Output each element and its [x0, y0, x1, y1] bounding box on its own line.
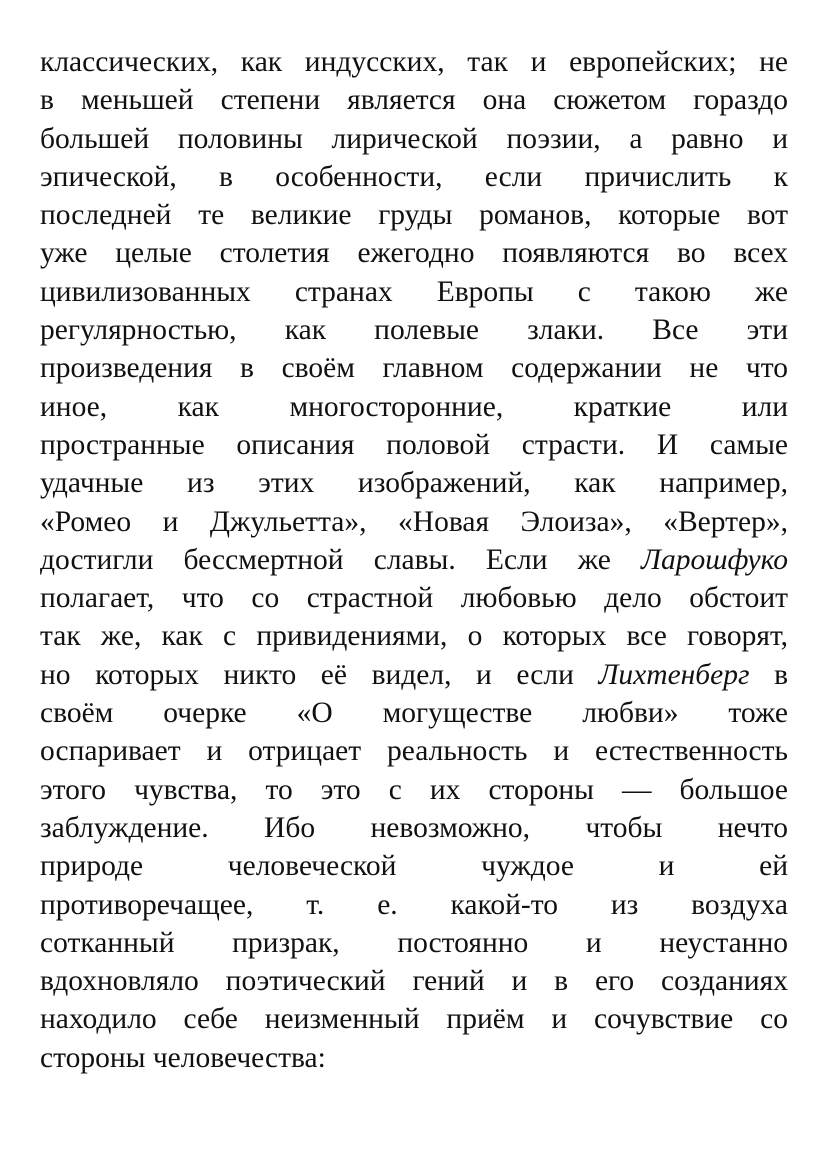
text-line: большей половины лирической поэзии, а равно и [40, 122, 788, 155]
text-line: эпической, в особенности, если причислить к [40, 160, 788, 193]
text-line: находило себе неизменный приём и сочувствие со [40, 1003, 788, 1036]
text-line: заблуждение. Ибо невозможно, чтобы нечто [40, 811, 788, 844]
text-line: стороны человечества: [40, 1041, 326, 1074]
text-line: в меньшей степени является она сюжетом гораздо [40, 84, 788, 117]
text-line [40, 541, 788, 579]
text-segment: в [774, 658, 788, 691]
text-line: уже целые столетия ежегодно появляются во всех [40, 237, 788, 270]
text-line: произведения в своём главном содержании не что [40, 352, 788, 385]
text-line: иное, как многосторонние, краткие или [40, 390, 788, 423]
body-text [40, 43, 788, 1077]
text-line: «Ромео и Джульетта», «Новая Элоиза», «Вертер», [40, 505, 788, 538]
text-line [40, 656, 788, 694]
text-line: удачные из этих изображений, как например, [40, 467, 788, 500]
text-line: полагает, что со страстной любовью дело обстоит [40, 582, 788, 615]
text-line: регулярностью, как полевые злаки. Все эти [40, 314, 788, 347]
text-line: оспаривает и отрицает реальность и естественность [40, 735, 788, 768]
text-line: природе человеческой чуждое и ей [40, 850, 788, 883]
text-line: так же, как с привидениями, о которых все говорят, [40, 620, 788, 653]
text-line: классических, как индусских, так и европейских; не [40, 46, 788, 78]
text-line: вдохновляло поэтический гений и в его созданиях [40, 965, 788, 998]
author-name-larochefoucauld: Ларошфуко [641, 543, 789, 576]
text-line: пространные описания половой страсти. И самые [40, 428, 788, 461]
text-line: противоречащее, т. е. какой-то из воздуха [40, 888, 788, 921]
text-line: последней те великие груды романов, которые вот [40, 199, 788, 232]
text-segment: достигли бессмертной славы. Если же [40, 543, 611, 576]
text-segment: но которых никто её видел, и если [40, 658, 574, 691]
text-line: своём очерке «О могуществе любви» тоже [40, 697, 788, 730]
author-name-lichtenberg: Лихтенберг [598, 658, 750, 691]
text-line: этого чувства, то это с их стороны — большое [40, 773, 788, 806]
text-line: цивилизованных странах Европы с такою же [40, 275, 788, 308]
text-line: сотканный призрак, постоянно и неустанно [40, 926, 788, 959]
